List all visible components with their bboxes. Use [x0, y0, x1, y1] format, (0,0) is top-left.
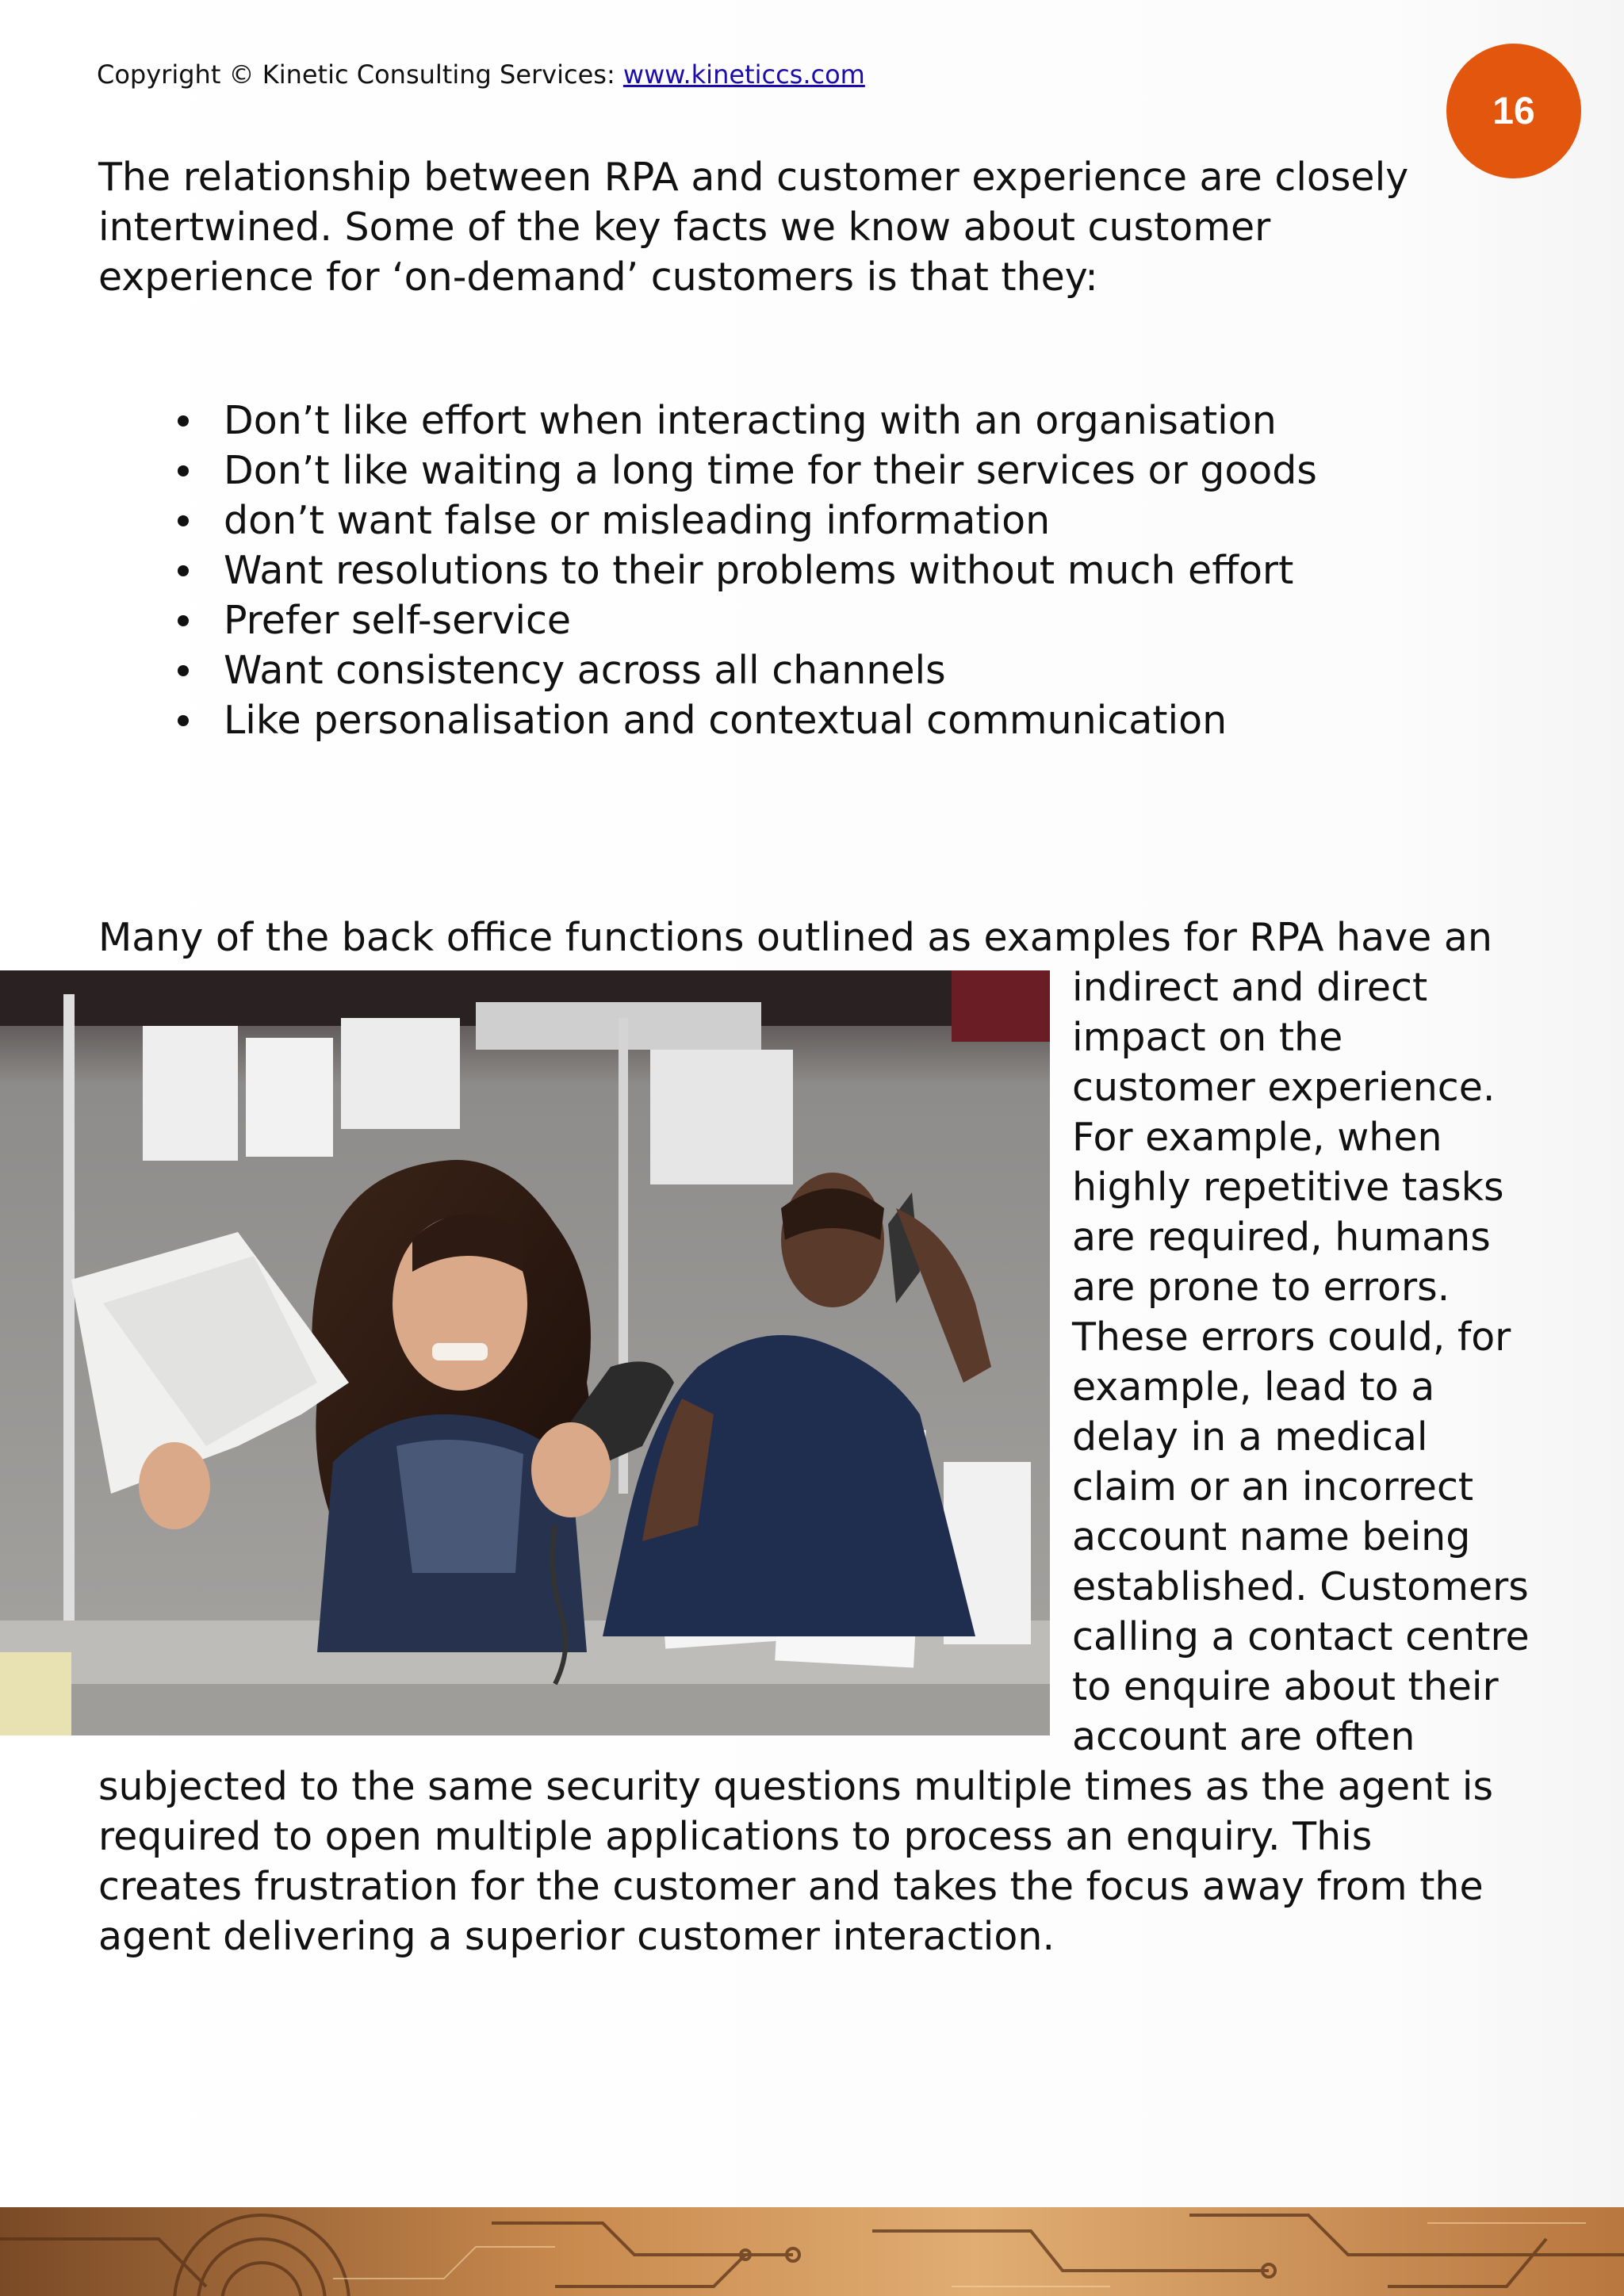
text-line: are required, humans [1072, 1215, 1491, 1260]
text-line: calling a contact centre [1072, 1614, 1530, 1659]
text-line: established. Customers [1072, 1564, 1529, 1609]
list-item: Want consistency across all channels [224, 645, 1317, 695]
text-line: For example, when [1072, 1115, 1442, 1160]
intro-paragraph: The relationship between RPA and customer experience are closely intertwined. Some of the key facts we know about customer experience for ‘on-demand’ customers is that they: [98, 155, 1409, 300]
bullet-icon [178, 715, 189, 726]
text-line: indirect and direct [1072, 965, 1428, 1010]
text-line: account are often [1072, 1714, 1415, 1759]
list-item: Like personalisation and contextual communication [224, 695, 1317, 745]
list-item: Want resolutions to their problems without much effort [224, 545, 1317, 595]
text-line: to enquire about their [1072, 1664, 1499, 1709]
list-item: Don’t like effort when interacting with an organisation [224, 396, 1317, 446]
text-line: highly repetitive tasks [1072, 1165, 1504, 1210]
text-line: are prone to errors. [1072, 1265, 1450, 1310]
text-line: delay in a medical [1072, 1414, 1428, 1460]
text-line: impact on the [1072, 1015, 1343, 1060]
bullet-icon [178, 615, 189, 626]
list-item: Don’t like waiting a long time for their services or goods [224, 446, 1317, 496]
text-line: claim or an incorrect [1072, 1464, 1474, 1510]
text-line: customer experience. [1072, 1065, 1496, 1110]
bullet-icon [178, 415, 189, 427]
text-line: account name being [1072, 1514, 1471, 1559]
paragraph-continuation: subjected to the same security questions multiple times as the agent is required to open multiple applications to process an enquiry. This creates frustration for the customer and takes the focus away from the agent delivering a superior customer interaction. [98, 1764, 1494, 1959]
bullet-icon [178, 565, 189, 576]
text-line: example, lead to a [1072, 1364, 1435, 1410]
wrapped-side-text [1072, 962, 1548, 1762]
decorative-footer-band [0, 2207, 1624, 2296]
office-workers-photo [0, 970, 1050, 1735]
bullet-icon [178, 465, 189, 476]
website-link[interactable]: www.kineticcs.com [622, 59, 865, 90]
bullet-icon [178, 665, 189, 676]
paragraph-first-line: Many of the back office functions outlined as examples for RPA have an [98, 915, 1492, 960]
copyright-text: Copyright © Kinetic Consulting Services: [97, 59, 623, 90]
list-item: don’t want false or misleading information [224, 496, 1317, 545]
customer-facts-list [224, 396, 1317, 745]
page-number-badge: 16 [1446, 44, 1581, 178]
bullet-icon [178, 515, 189, 526]
list-item: Prefer self-service [224, 595, 1317, 645]
text-line: These errors could, for [1072, 1314, 1511, 1360]
copyright-header [97, 59, 865, 90]
